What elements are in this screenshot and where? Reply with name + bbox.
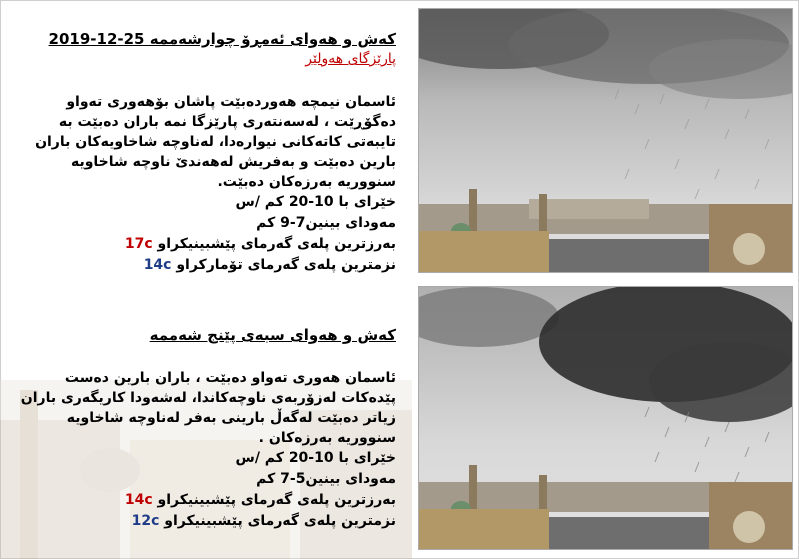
tomorrow-wind: خێرای با 10-20 کم /س [235,450,396,466]
today-min-value: 14c [143,257,172,273]
today-title: کەش و هەوای ئەمڕۆ چوارشەممە 25-12-2019 [48,30,396,48]
tomorrow-visibility: مەودای بینین5-7 کم [256,471,396,487]
tomorrow-min-label: نزمترین پلەی گەرمای پێشبینیکراو [164,513,396,529]
tomorrow-max-value: 14c [124,492,153,508]
today-wind: خێرای با 10-20 کم /س [235,194,396,210]
region-name: پارێزگای هەولێر [305,51,396,67]
today-description: ئاسمان نیمچە هەوردەبێت پاشان بۆهەوری تەواو دەگۆڕێت ، لەسەنتەری پارێزگا نمە باران دەبێت بە تایبەتی کاتەکانی نیوارەدا، لەناوچە شاخاویەکان باران بارین دەبێت و بەفریش لەهەندێ ناوچە شاخاویە سنووریە بەرزەکان دەبێت. [35,94,396,190]
today-min-temp [18,255,396,276]
today-weather-photo [418,8,793,273]
tomorrow-forecast [18,326,396,532]
today-visibility: مەودای بینین7-9 کم [256,215,396,231]
tomorrow-weather-photo [418,286,793,550]
today-forecast [18,30,396,276]
tomorrow-max-temp [18,490,396,511]
today-min-label: نزمترین پلەی گەرمای تۆمارکراو [176,257,396,273]
tomorrow-min-temp [18,511,396,532]
tomorrow-max-label: بەرزترین پلەی گەرمای پێشبینیکراو [157,492,396,508]
today-max-label: بەرزترین پلەی گەرمای پێشبینیکراو [157,236,396,252]
today-max-value: 17c [124,236,153,252]
tomorrow-description: ئاسمان هەوری تەواو دەبێت ، باران بارین دەست پێدەکات لەزۆربەی ناوچەکاندا، لەشەودا کاریگەری باران زیاتر دەبێت لەگەڵ بارینی بەفر لەناوچە شاخاویە سنووریە بەرزەکان . [20,370,396,446]
tomorrow-title: کەش و هەوای سبەی پێنج شەممە [149,326,396,344]
tomorrow-min-value: 12c [131,513,160,529]
today-max-temp [18,234,396,255]
